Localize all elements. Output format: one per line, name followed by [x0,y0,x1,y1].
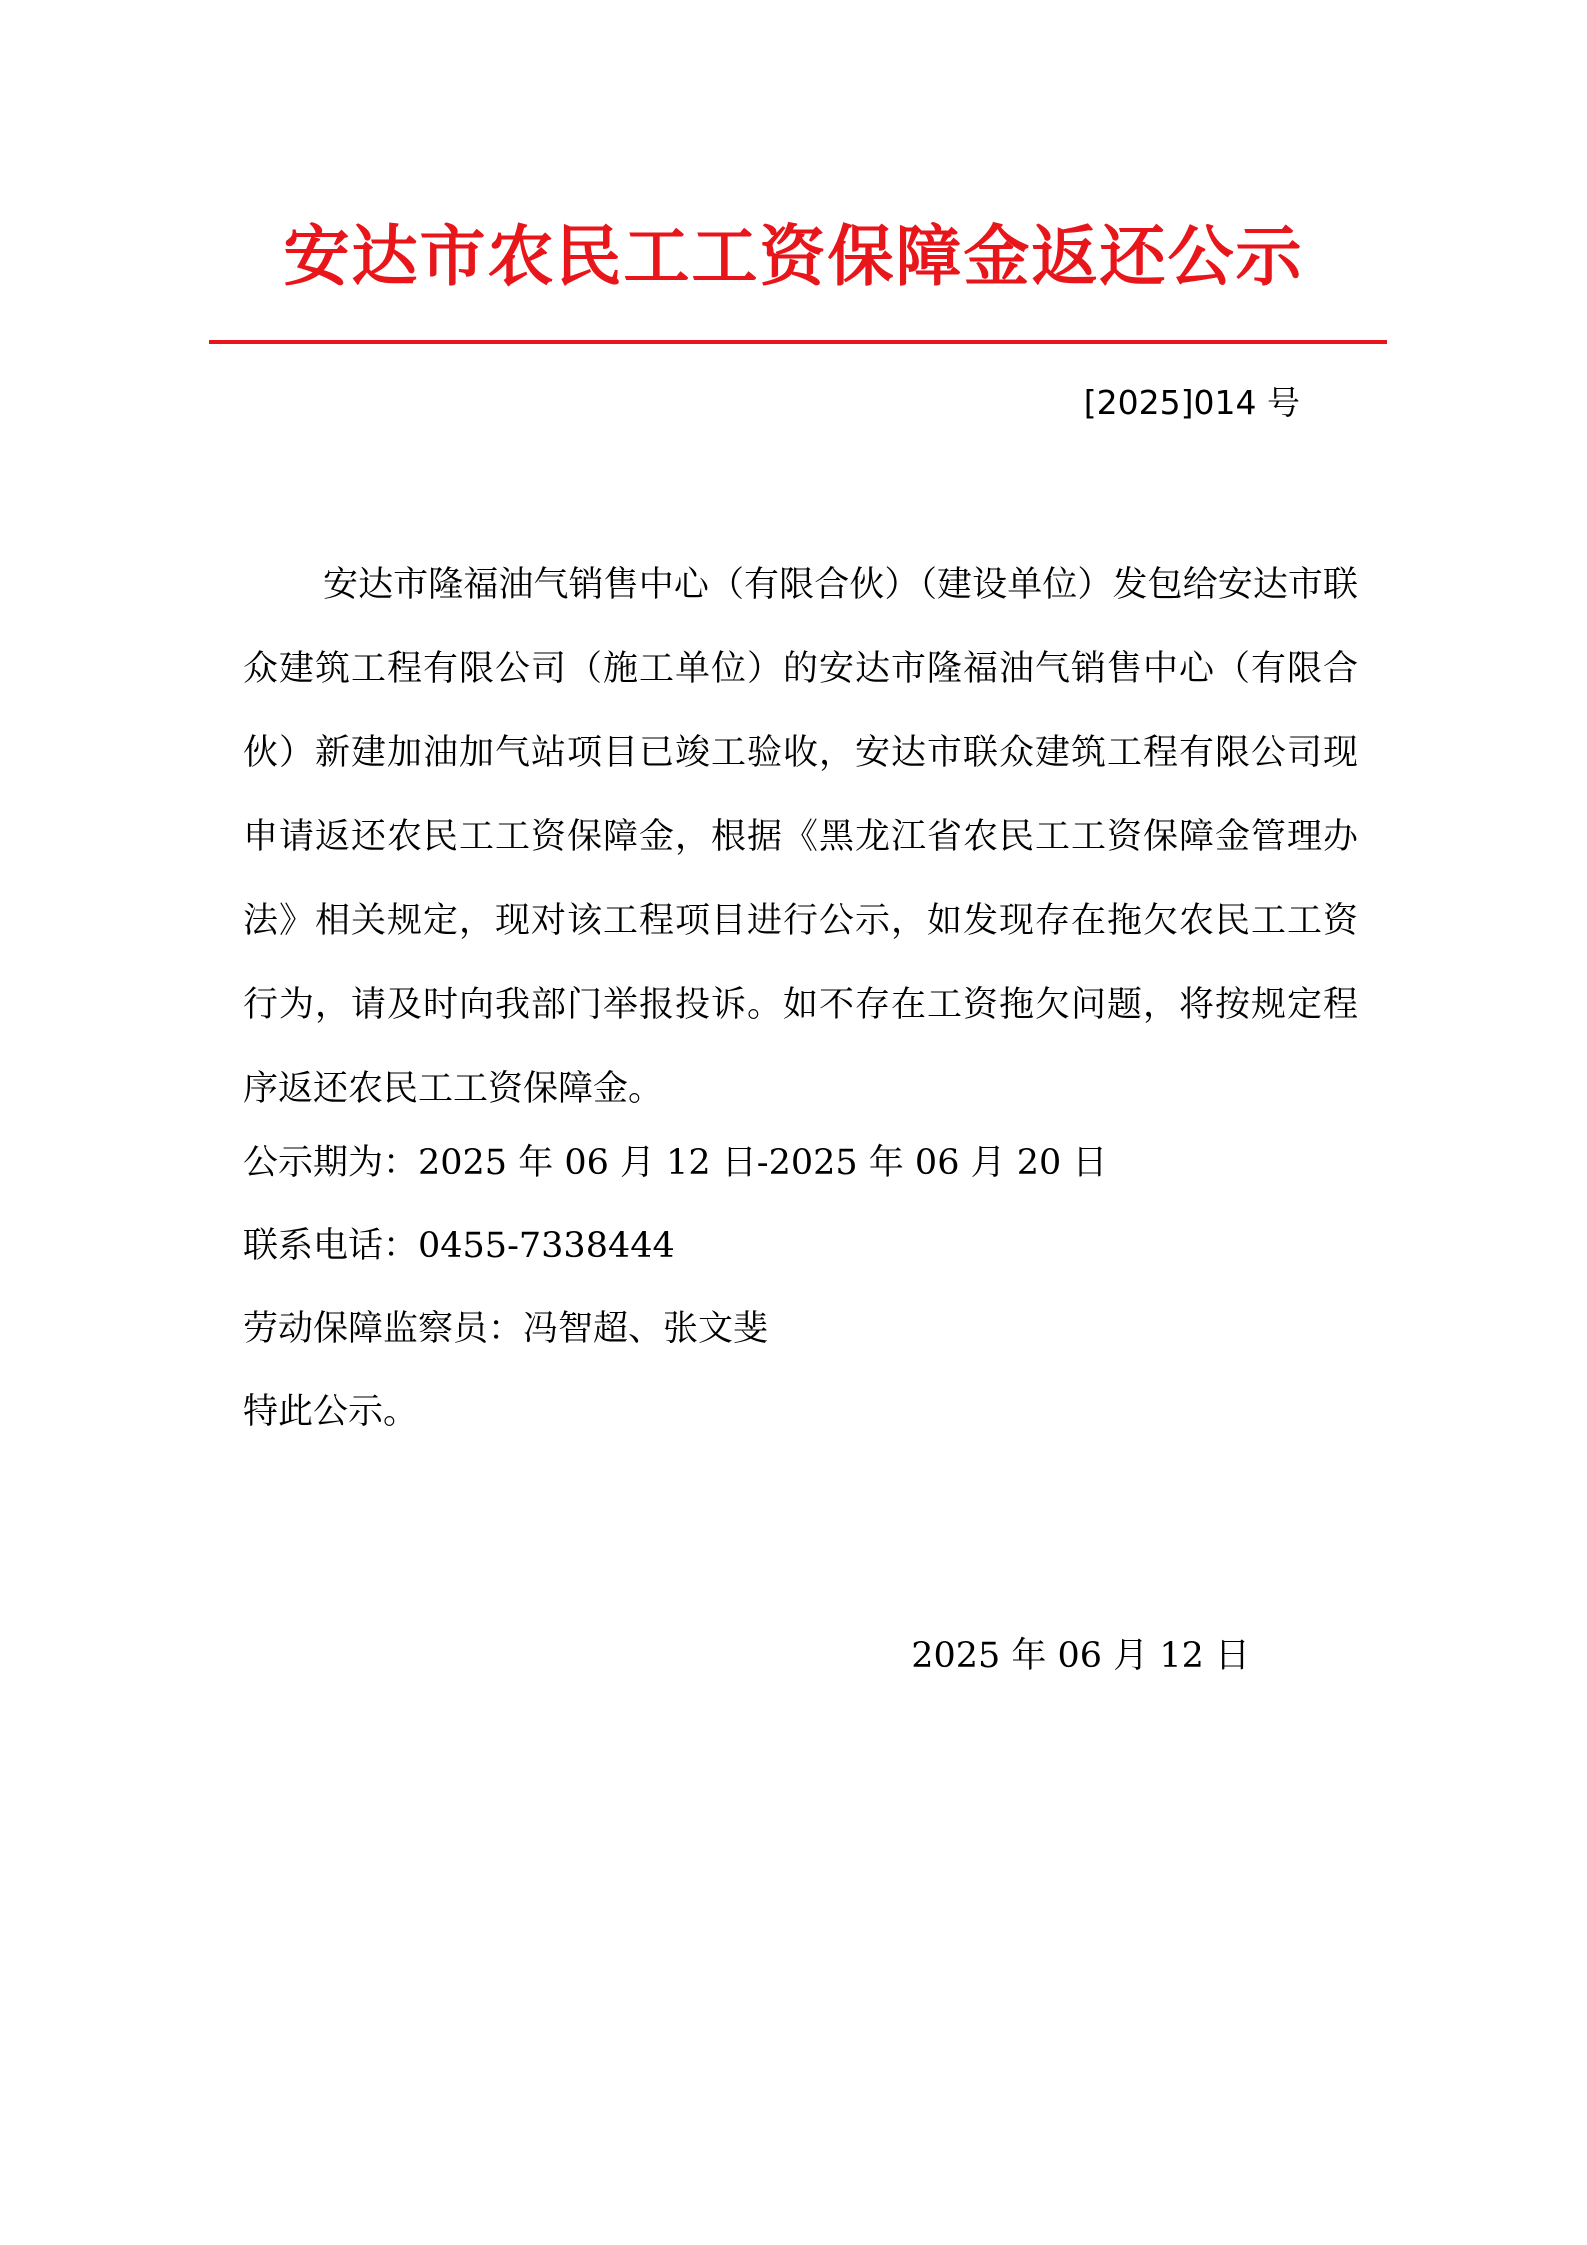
publicity-period: 公示期为：2025 年 06 月 12 日-2025 年 06 月 20 日 [243,1143,1108,1183]
document-title: 安达市农民工工资保障金返还公示 [283,218,1304,295]
title-divider [209,340,1387,344]
closing-statement: 特此公示。 [243,1392,419,1432]
document-number: [2025]014 号 [1083,383,1300,422]
body-paragraph: 安达市隆福油气销售中心（有限合伙）（建设单位）发包给安达市联众建筑工程有限公司（施工单位）的安达市隆福油气销售中心（有限合伙）新建加油加气站项目已竣工验收，安达市联众建筑工程有限公司现申请返还农民工工资保障金，根据《黑龙江省农民工工资保障金管理办法》相关规定，现对该工程项目进行公示，如发现存在拖欠农民工工资行为，请及时向我部门举报投诉。如不存在工资拖欠问题，将按规定程序返还农民工工资保障金。 [243,565,1358,1109]
contact-phone: 联系电话：0455-7338444 [243,1226,675,1266]
inspectors: 劳动保障监察员：冯智超、张文斐 [243,1309,769,1349]
issue-date: 2025 年 06 月 12 日 [911,1636,1250,1676]
